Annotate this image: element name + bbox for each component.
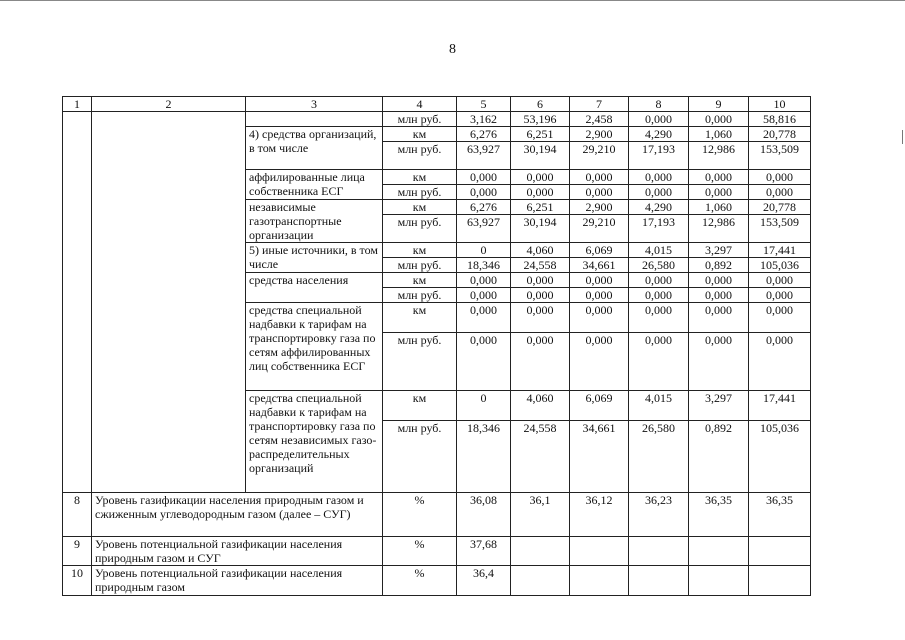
value-cell bbox=[511, 537, 570, 566]
value-cell: 0,000 bbox=[689, 303, 749, 333]
value-cell: 153,509 bbox=[749, 142, 811, 170]
value-cell: 36,23 bbox=[629, 493, 689, 537]
unit-cell: млн руб. bbox=[383, 142, 457, 170]
value-cell: 36,4 bbox=[457, 566, 511, 596]
value-cell: 0,000 bbox=[457, 303, 511, 333]
value-cell: 26,580 bbox=[629, 421, 689, 493]
value-cell: 30,194 bbox=[511, 215, 570, 243]
unit-cell: млн руб. bbox=[383, 215, 457, 243]
value-cell: 29,210 bbox=[570, 215, 629, 243]
value-cell: 0,000 bbox=[570, 170, 629, 185]
value-cell: 12,986 bbox=[689, 142, 749, 170]
column-header: 1 bbox=[63, 97, 92, 112]
unit-cell: км bbox=[383, 200, 457, 215]
value-cell: 0 bbox=[457, 391, 511, 421]
value-cell: 0,892 bbox=[689, 421, 749, 493]
margin-mark bbox=[902, 130, 903, 144]
value-cell: 0,000 bbox=[749, 288, 811, 303]
value-cell: 1,060 bbox=[689, 200, 749, 215]
value-cell: 63,927 bbox=[457, 215, 511, 243]
value-cell: 0,000 bbox=[629, 170, 689, 185]
indicator-label: Уровень потенциальной газификации населения природным газом и СУГ bbox=[92, 537, 383, 566]
value-cell: 3,297 bbox=[689, 391, 749, 421]
column-header: 4 bbox=[383, 97, 457, 112]
value-cell: 0,000 bbox=[457, 185, 511, 200]
value-cell: 0,000 bbox=[570, 185, 629, 200]
value-cell: 6,069 bbox=[570, 391, 629, 421]
row-number: 10 bbox=[63, 566, 92, 596]
value-cell: 153,509 bbox=[749, 215, 811, 243]
value-cell: 29,210 bbox=[570, 142, 629, 170]
value-cell bbox=[511, 566, 570, 596]
table-row bbox=[63, 493, 811, 537]
value-cell: 4,060 bbox=[511, 391, 570, 421]
column-header: 6 bbox=[511, 97, 570, 112]
column-header: 9 bbox=[689, 97, 749, 112]
value-cell: 4,015 bbox=[629, 243, 689, 258]
value-cell bbox=[570, 566, 629, 596]
source-label: 5) иные источники, в том числе bbox=[246, 243, 383, 273]
value-cell: 6,276 bbox=[457, 200, 511, 215]
value-cell: 63,927 bbox=[457, 142, 511, 170]
value-cell: 0,000 bbox=[511, 303, 570, 333]
value-cell: 0,000 bbox=[689, 185, 749, 200]
top-rule bbox=[0, 0, 905, 1]
value-cell: 34,661 bbox=[570, 258, 629, 273]
source-label: аффилированные лица собственника ЕСГ bbox=[246, 170, 383, 200]
value-cell bbox=[689, 566, 749, 596]
source-label: средства населения bbox=[246, 273, 383, 303]
unit-cell: км bbox=[383, 127, 457, 142]
value-cell: 17,441 bbox=[749, 243, 811, 258]
table-row bbox=[63, 112, 811, 127]
value-cell: 18,346 bbox=[457, 421, 511, 493]
value-cell: 12,986 bbox=[689, 215, 749, 243]
source-label: средства специальной надбавки к тарифам на транспортировку газа по сетям независимых газо-распределительных организаций bbox=[246, 391, 383, 493]
value-cell: 0,892 bbox=[689, 258, 749, 273]
value-cell: 6,251 bbox=[511, 127, 570, 142]
value-cell: 0,000 bbox=[629, 112, 689, 127]
value-cell: 0,000 bbox=[689, 333, 749, 391]
value-cell: 2,900 bbox=[570, 127, 629, 142]
unit-cell: км bbox=[383, 273, 457, 288]
value-cell: 0,000 bbox=[511, 288, 570, 303]
value-cell: 4,290 bbox=[629, 127, 689, 142]
value-cell: 6,251 bbox=[511, 200, 570, 215]
indicator-label: Уровень газификации населения природным газом и сжиженным углеводородным газом (далее – СУГ) bbox=[92, 493, 383, 537]
value-cell: 0,000 bbox=[629, 185, 689, 200]
value-cell: 0,000 bbox=[749, 170, 811, 185]
value-cell: 24,558 bbox=[511, 421, 570, 493]
page-number: 8 bbox=[449, 42, 456, 57]
value-cell: 0,000 bbox=[570, 303, 629, 333]
value-cell: 18,346 bbox=[457, 258, 511, 273]
value-cell: 0,000 bbox=[689, 112, 749, 127]
value-cell: 34,661 bbox=[570, 421, 629, 493]
value-cell: 4,060 bbox=[511, 243, 570, 258]
value-cell: 36,35 bbox=[749, 493, 811, 537]
value-cell: 0,000 bbox=[570, 273, 629, 288]
value-cell: 0,000 bbox=[570, 333, 629, 391]
value-cell: 0,000 bbox=[689, 170, 749, 185]
table-row bbox=[63, 566, 811, 596]
value-cell: 0,000 bbox=[629, 288, 689, 303]
source-label: средства специальной надбавки к тарифам на транспортировку газа по сетям аффилированных лиц собственника ЕСГ bbox=[246, 303, 383, 391]
value-cell: 20,778 bbox=[749, 127, 811, 142]
value-cell: 36,08 bbox=[457, 493, 511, 537]
value-cell: 36,12 bbox=[570, 493, 629, 537]
source-label: 4) средства организаций, в том числе bbox=[246, 127, 383, 170]
value-cell: 24,558 bbox=[511, 258, 570, 273]
value-cell: 37,68 bbox=[457, 537, 511, 566]
value-cell: 20,778 bbox=[749, 200, 811, 215]
value-cell: 0,000 bbox=[457, 273, 511, 288]
value-cell: 17,193 bbox=[629, 142, 689, 170]
value-cell: 0,000 bbox=[689, 288, 749, 303]
value-cell: 0,000 bbox=[511, 273, 570, 288]
column-header: 8 bbox=[629, 97, 689, 112]
value-cell bbox=[749, 537, 811, 566]
indicator-label: Уровень потенциальной газификации населения природным газом bbox=[92, 566, 383, 596]
unit-cell: км bbox=[383, 391, 457, 421]
value-cell: 17,193 bbox=[629, 215, 689, 243]
unit-cell: % bbox=[383, 566, 457, 596]
value-cell: 36,1 bbox=[511, 493, 570, 537]
value-cell: 3,297 bbox=[689, 243, 749, 258]
value-cell: 0,000 bbox=[570, 288, 629, 303]
value-cell: 2,458 bbox=[570, 112, 629, 127]
value-cell: 17,441 bbox=[749, 391, 811, 421]
unit-cell: млн руб. bbox=[383, 288, 457, 303]
value-cell bbox=[749, 566, 811, 596]
row-number-cell bbox=[63, 112, 92, 493]
value-cell bbox=[570, 537, 629, 566]
table-row bbox=[63, 537, 811, 566]
unit-cell: млн руб. bbox=[383, 258, 457, 273]
unit-cell: % bbox=[383, 537, 457, 566]
value-cell: 4,015 bbox=[629, 391, 689, 421]
value-cell: 6,069 bbox=[570, 243, 629, 258]
value-cell: 0,000 bbox=[749, 273, 811, 288]
value-cell: 0 bbox=[457, 243, 511, 258]
value-cell: 0,000 bbox=[511, 170, 570, 185]
value-cell: 0,000 bbox=[511, 333, 570, 391]
column-header: 5 bbox=[457, 97, 511, 112]
unit-cell: млн руб. bbox=[383, 421, 457, 493]
indicator-cell bbox=[92, 112, 246, 493]
value-cell: 105,036 bbox=[749, 421, 811, 493]
column-header: 10 bbox=[749, 97, 811, 112]
value-cell: 4,290 bbox=[629, 200, 689, 215]
value-cell: 3,162 bbox=[457, 112, 511, 127]
column-header: 3 bbox=[246, 97, 383, 112]
row-number: 8 bbox=[63, 493, 92, 537]
value-cell: 0,000 bbox=[749, 185, 811, 200]
value-cell: 0,000 bbox=[629, 303, 689, 333]
value-cell: 36,35 bbox=[689, 493, 749, 537]
header-row bbox=[63, 97, 811, 112]
value-cell: 30,194 bbox=[511, 142, 570, 170]
value-cell: 53,196 bbox=[511, 112, 570, 127]
value-cell: 105,036 bbox=[749, 258, 811, 273]
column-header: 2 bbox=[92, 97, 246, 112]
value-cell: 0,000 bbox=[689, 273, 749, 288]
unit-cell: % bbox=[383, 493, 457, 537]
unit-cell: млн руб. bbox=[383, 333, 457, 391]
unit-cell: км bbox=[383, 170, 457, 185]
value-cell: 0,000 bbox=[457, 170, 511, 185]
source-label: независимые газотранспортные организации bbox=[246, 200, 383, 243]
value-cell bbox=[629, 537, 689, 566]
value-cell bbox=[629, 566, 689, 596]
unit-cell: км bbox=[383, 243, 457, 258]
value-cell bbox=[689, 537, 749, 566]
unit-cell: млн руб. bbox=[383, 185, 457, 200]
value-cell: 0,000 bbox=[629, 273, 689, 288]
value-cell: 26,580 bbox=[629, 258, 689, 273]
value-cell: 2,900 bbox=[570, 200, 629, 215]
value-cell: 1,060 bbox=[689, 127, 749, 142]
data-table bbox=[62, 96, 811, 596]
unit-cell: млн руб. bbox=[383, 112, 457, 127]
value-cell: 0,000 bbox=[457, 333, 511, 391]
value-cell: 0,000 bbox=[749, 303, 811, 333]
value-cell: 0,000 bbox=[511, 185, 570, 200]
value-cell: 0,000 bbox=[457, 288, 511, 303]
value-cell: 0,000 bbox=[749, 333, 811, 391]
column-header: 7 bbox=[570, 97, 629, 112]
source-cell bbox=[246, 112, 383, 127]
value-cell: 6,276 bbox=[457, 127, 511, 142]
row-number: 9 bbox=[63, 537, 92, 566]
value-cell: 58,816 bbox=[749, 112, 811, 127]
value-cell: 0,000 bbox=[629, 333, 689, 391]
unit-cell: км bbox=[383, 303, 457, 333]
